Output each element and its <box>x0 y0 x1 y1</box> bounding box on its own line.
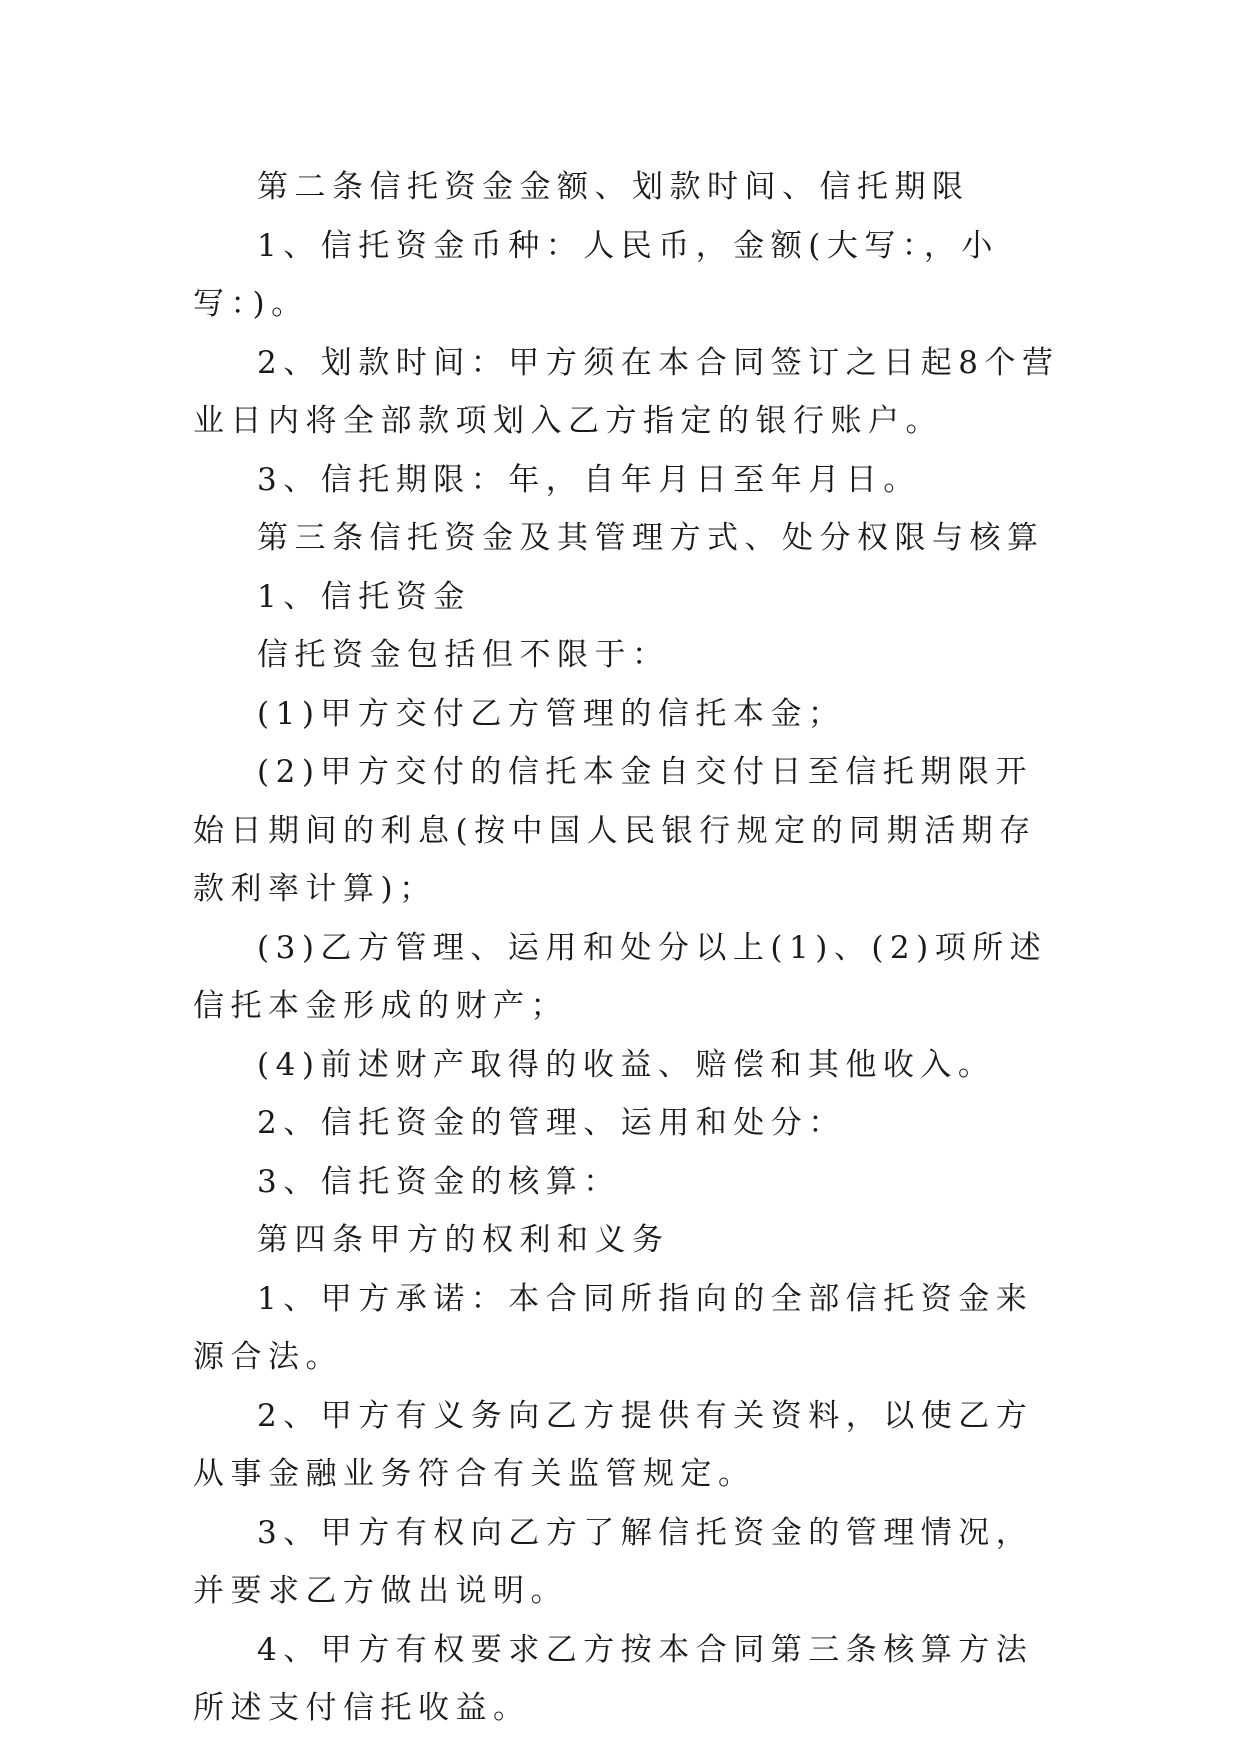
heading-article-4: 第四条甲方的权利和义务 <box>257 1222 670 1258</box>
heading-article-2: 第二条信托资金金额、划款时间、信托期限 <box>257 169 970 205</box>
paragraph: 信托资金包括但不限于： <box>257 637 670 673</box>
paragraph: 1、信托资金币种：人民币，金额(大写：，小写：)。 <box>193 227 999 322</box>
paragraph: 1、信托资金 <box>257 578 471 615</box>
paragraph: (3)乙方管理、运用和处分以上(1)、(2)项所述信托本金形成的财产； <box>193 929 1048 1024</box>
document-body <box>193 158 1063 1738</box>
paragraph: 2、信托资金的管理、运用和处分： <box>257 1105 846 1141</box>
paragraph: 3、甲方有权向乙方了解信托资金的管理情况，并要求乙方做出说明。 <box>193 1514 1034 1609</box>
paragraph: (1)甲方交付乙方管理的信托本金； <box>257 695 846 732</box>
paragraph: (4)前述财产取得的收益、赔偿和其他收入。 <box>257 1046 996 1083</box>
paragraph: 3、信托资金的核算： <box>257 1163 621 1200</box>
paragraph: 1、甲方承诺：本合同所指向的全部信托资金来源合法。 <box>193 1280 1034 1375</box>
paragraph: 4、甲方有权要求乙方按本合同第三条核算方法所述支付信托收益。 <box>193 1631 1034 1726</box>
paragraph: (2)甲方交付的信托本金自交付日至信托期限开始日期间的利息(按中国人民银行规定的同期活期存款利率计算)； <box>193 754 1037 907</box>
paragraph: 2、甲方有义务向乙方提供有关资料，以使乙方从事金融业务符合有关监管规定。 <box>193 1397 1034 1492</box>
heading-article-3: 第三条信托资金及其管理方式、处分权限与核算 <box>257 520 1045 556</box>
paragraph: 2、划款时间：甲方须在本合同签订之日起8个营业日内将全部款项划入乙方指定的银行账户。 <box>193 344 1060 439</box>
paragraph: 3、信托期限：年，自年月日至年月日。 <box>257 461 921 498</box>
